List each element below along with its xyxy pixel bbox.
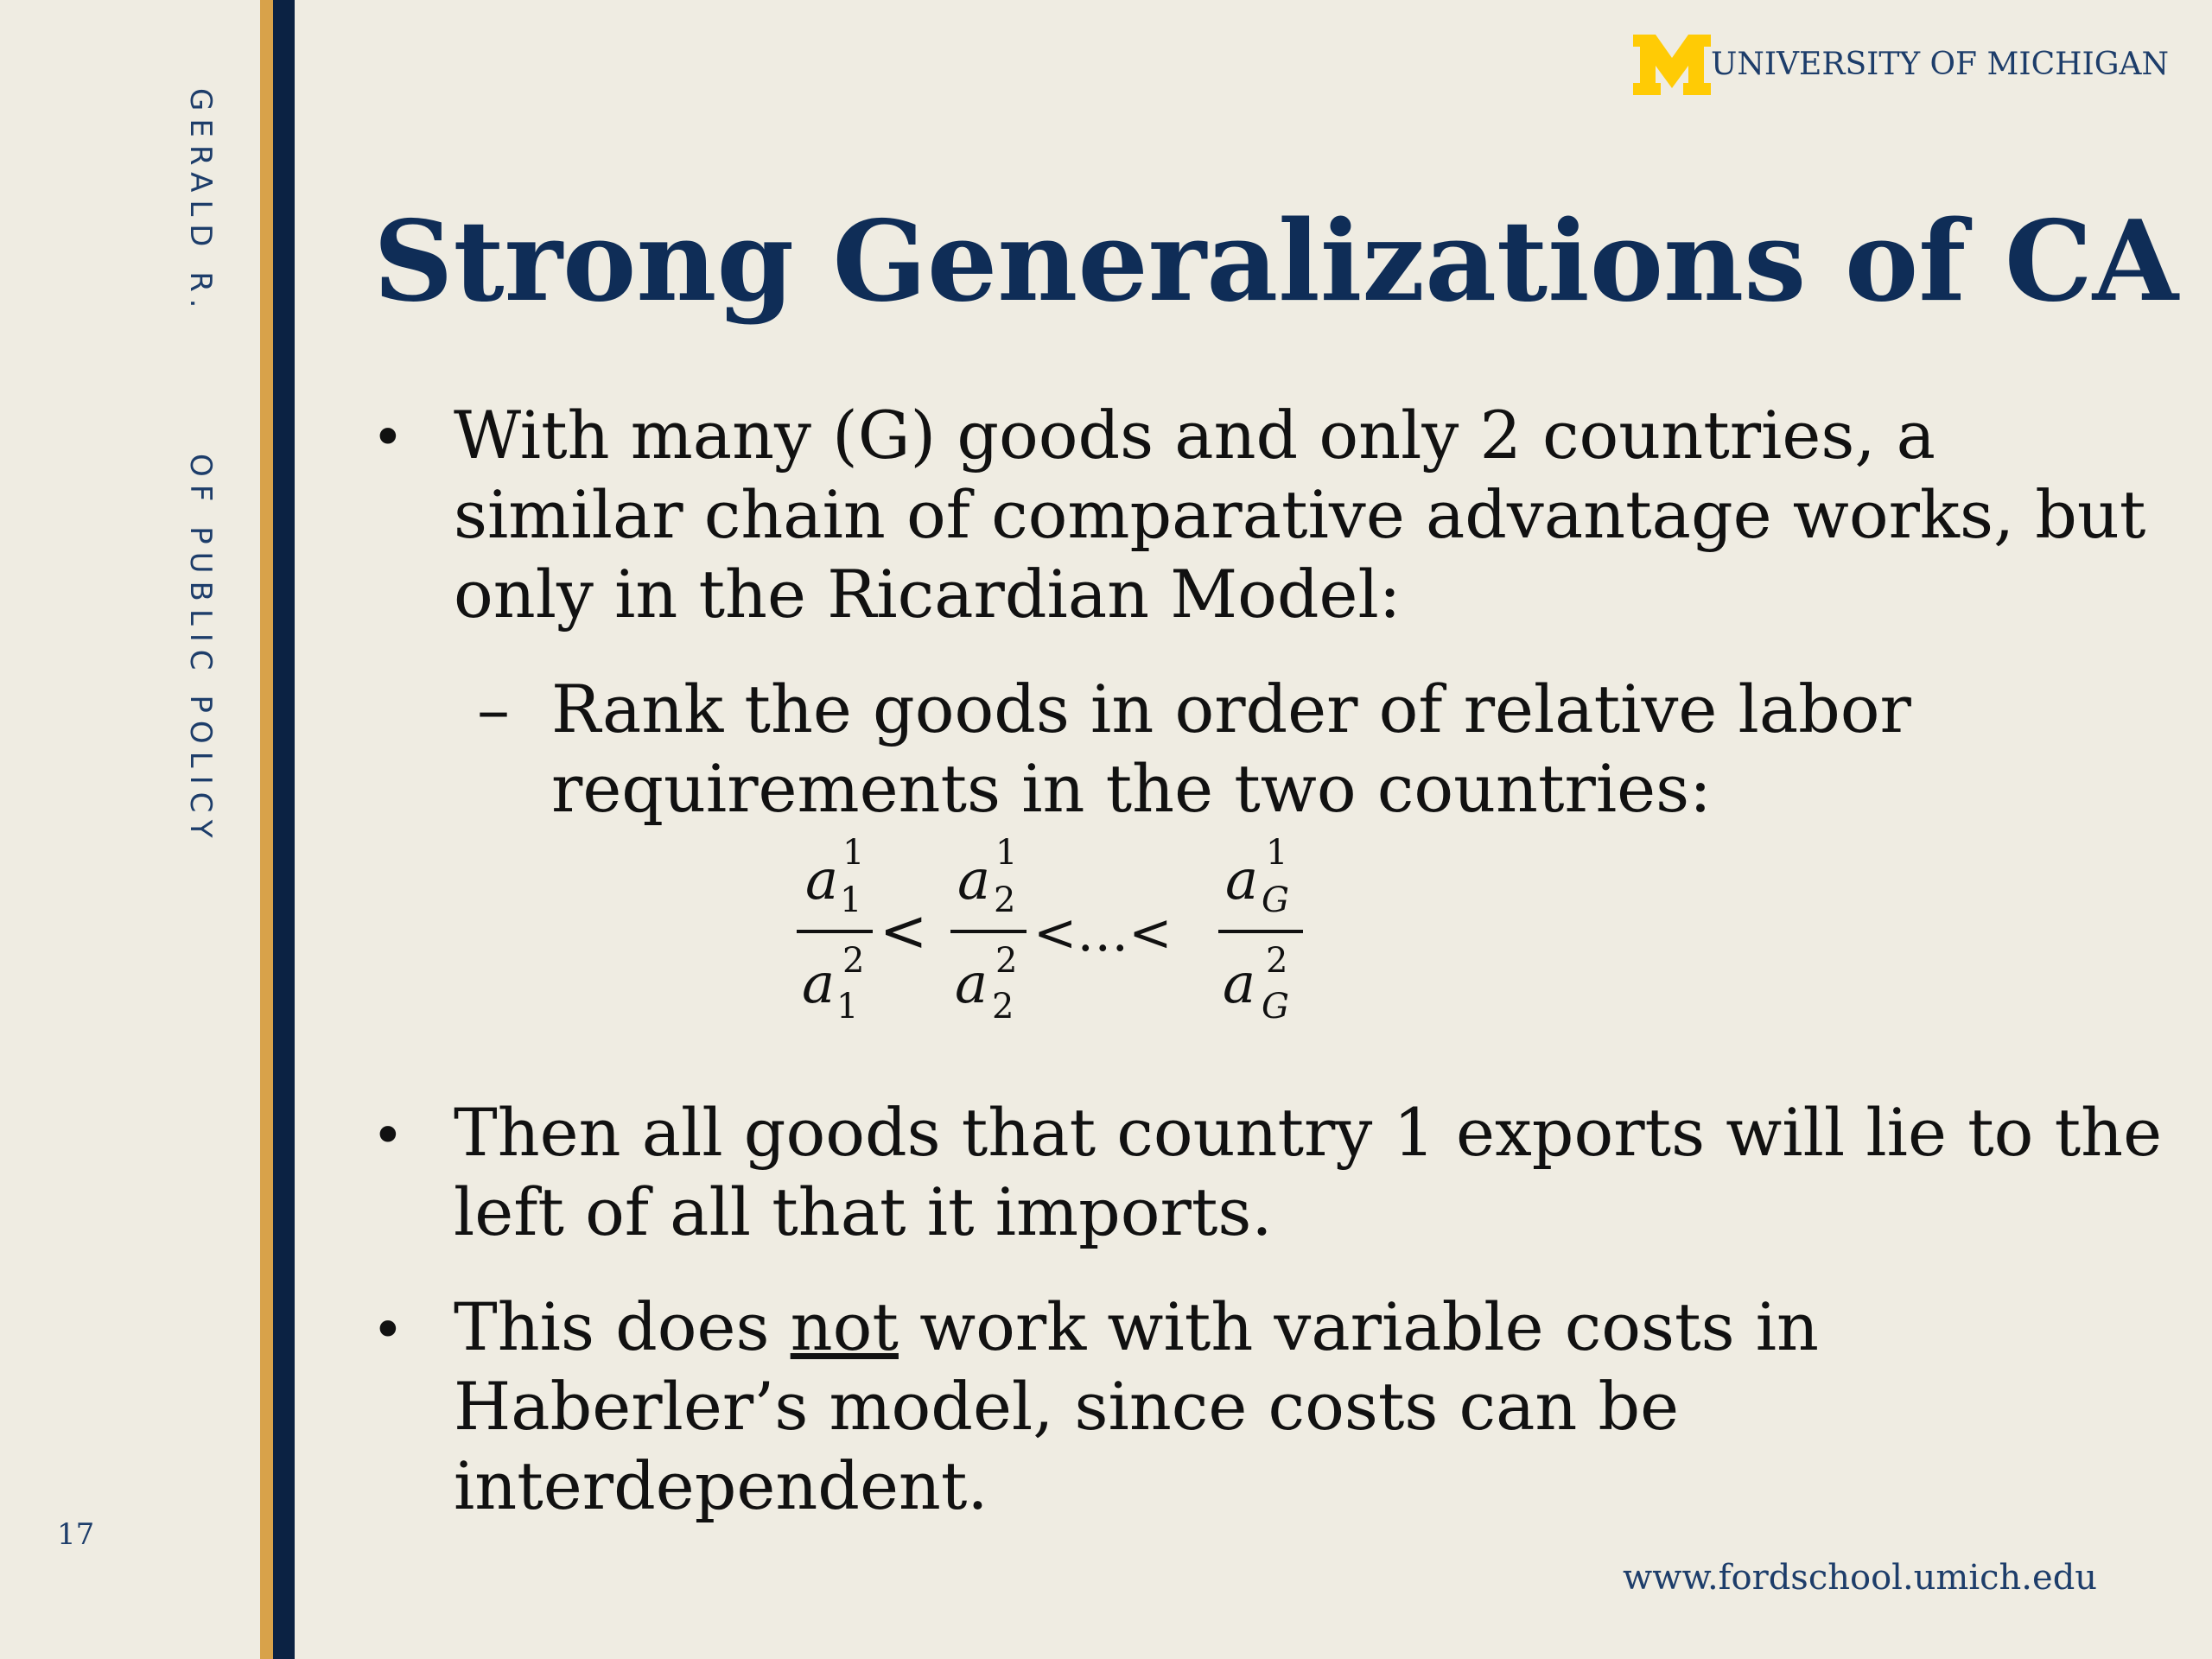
bullet-2-text: Then all goods that country 1 exports will lie to the left of all that it imports. — [454, 1094, 2163, 1250]
bullet-3-text-after: work with variable costs in Haberler’s model, since costs can be interdependent. — [454, 1288, 1819, 1524]
sub-bullet-text: Rank the goods in order of relative labor requirements in the two countries: — [551, 671, 1911, 827]
term3-num-sub: G — [1262, 880, 1289, 920]
term3-den-sub: G — [1262, 987, 1289, 1027]
slide-title: Strong Generalizations of CA — [373, 197, 2178, 327]
term3-den-sup: 2 — [1266, 941, 1288, 981]
term2-den-sup: 2 — [995, 941, 1018, 981]
sidebar — [0, 0, 259, 1659]
bullet-3-text-before: This does — [454, 1288, 791, 1365]
navy-divider-bar — [273, 0, 295, 1659]
formula-term-1 — [797, 833, 873, 1027]
bullet-icon: • — [372, 406, 404, 470]
formula-term-2 — [950, 833, 1027, 1027]
term3-den-base: a — [1223, 952, 1256, 1016]
term2-den-sub: 2 — [992, 987, 1014, 1027]
term2-num-sub: 2 — [994, 880, 1016, 920]
bullet-icon: • — [372, 1104, 404, 1168]
gold-divider-bar — [260, 0, 273, 1659]
ellipsis-inequality: <…< — [1033, 903, 1173, 963]
footer-url[interactable]: www.fordschool.umich.edu — [1623, 1558, 2098, 1598]
term1-den-base: a — [802, 952, 836, 1016]
term1-den-sub: 1 — [836, 987, 859, 1027]
bullet-1-text: With many (G) goods and only 2 countries, a similar chain of comparative advantage works, but only in the Ricardian Model: — [454, 397, 2146, 632]
term1-num-sup: 1 — [842, 833, 865, 873]
bullet-icon: • — [372, 1299, 404, 1363]
less-than-1: < — [880, 898, 928, 964]
term2-den-base: a — [955, 952, 988, 1016]
university-name: UNIVERSITY OF MICHIGAN — [1711, 47, 2169, 82]
formula-term-3 — [1218, 833, 1303, 1027]
block-m-icon — [1633, 35, 1711, 95]
term2-num-base: a — [957, 849, 991, 912]
sidebar-public-policy-text: OF PUBLIC POLICY — [183, 454, 218, 846]
sub-bullet-dash: – — [477, 671, 510, 747]
page-number: 17 — [57, 1517, 95, 1552]
sidebar-gerald-text: GERALD R. — [183, 88, 218, 316]
bullet-3-text — [454, 1287, 2182, 1526]
term1-num-sub: 1 — [840, 880, 862, 920]
term3-num-base: a — [1225, 849, 1259, 912]
bullet-3-underlined-word: not — [790, 1288, 899, 1365]
term1-num-base: a — [805, 849, 839, 912]
term2-num-sup: 1 — [995, 833, 1018, 873]
term1-den-sup: 2 — [842, 941, 865, 981]
term3-num-sup: 1 — [1266, 833, 1288, 873]
relative-labor-formula — [778, 830, 1331, 1037]
